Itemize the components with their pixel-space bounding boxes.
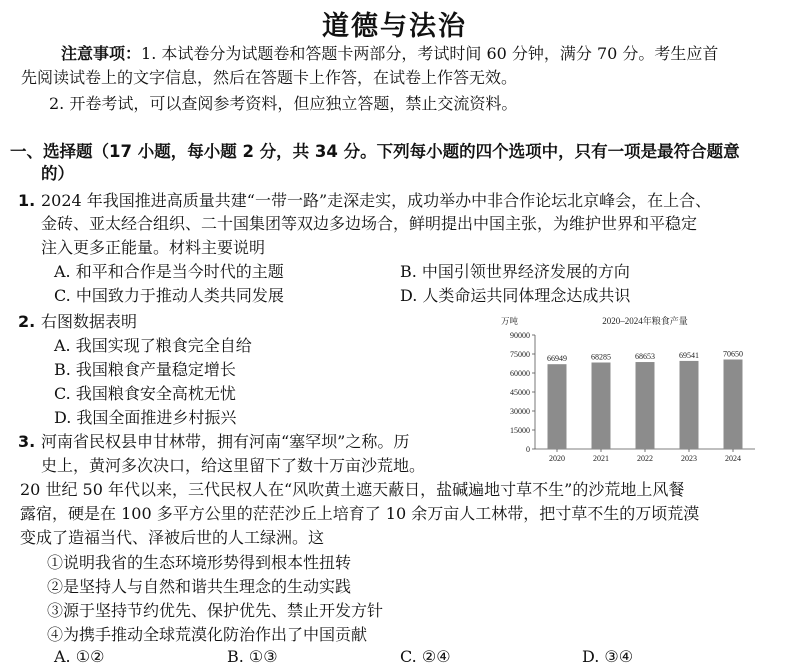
chart-xtick-label-2023: 2023 <box>681 454 697 463</box>
section-heading: 一、选择题（17 小题，每小题 2 分，共 34 分。下列每小题的四个选项中，只有一项是最符合题意 <box>10 142 740 161</box>
q3-stem-line3: 20 世纪 50 年代以来，三代民权人在“风吹黄土遮天蔽日，盐碱遍地寸草不生”的沙荒地上风餐 <box>20 480 685 499</box>
q3-stem-line2: 史上，黄河多次决口，给这里留下了数十万亩沙荒地。 <box>41 456 426 475</box>
q3-option-b[interactable]: B. ①③ <box>227 647 278 666</box>
chart-ytick-label: 75000 <box>510 350 530 359</box>
chart-value-label-2020: 66949 <box>547 354 567 364</box>
chart-value-label-2023: 69541 <box>679 350 699 360</box>
section-heading-cont: 的） <box>41 164 74 183</box>
chart-xtick-label-2022: 2022 <box>637 454 653 463</box>
chart-ytick-label: 60000 <box>510 369 530 378</box>
q1-number: 1. <box>18 191 36 210</box>
q2-option-a[interactable]: A. 我国实现了粮食完全自给 <box>54 336 252 355</box>
q3-number: 3. <box>18 432 36 451</box>
chart-ytick-label: 90000 <box>510 331 530 340</box>
q1-stem-line1: 2024 年我国推进高质量共建“一带一路”走深走实，成功举办中非合作论坛北京峰会，在上合、 <box>41 191 712 210</box>
q1-stem-line2: 金砖、亚太经合组织、二十国集团等双边多边场合，鲜明提出中国主张，为维护世界和平稳定 <box>41 214 698 233</box>
q1-stem-line3: 注入更多正能量。材料主要说明 <box>41 238 266 257</box>
q3-stem-line5: 变成了造福当代、泽被后世的人工绿洲。这 <box>20 528 325 547</box>
chart-bar-2020 <box>548 364 567 449</box>
chart-bar-2024 <box>724 360 743 449</box>
chart-ylabel: 万吨 <box>501 316 519 326</box>
q3-statement-1: ①说明我省的生态环境形势得到根本性扭转 <box>47 553 352 572</box>
q3-statement-2: ②是坚持人与自然和谐共生理念的生动实践 <box>47 577 352 596</box>
chart-xtick-label-2021: 2021 <box>593 454 609 463</box>
notice-label: 注意事项： <box>61 44 142 63</box>
chart-value-label-2022: 68653 <box>635 352 655 362</box>
chart-ytick-label: 0 <box>526 445 530 454</box>
chart-value-label-2021: 68285 <box>591 352 611 362</box>
chart-bar-2022 <box>636 362 655 449</box>
q2-number: 2. <box>18 312 36 331</box>
chart-value-label-2024: 70650 <box>723 349 743 359</box>
q3-option-a[interactable]: A. ①② <box>54 647 105 666</box>
q3-option-c[interactable]: C. ②④ <box>400 647 451 666</box>
q3-statement-3: ③源于坚持节约优先、保护优先、禁止开发方针 <box>47 601 384 620</box>
notice-item2: 2. 开卷考试，可以查阅参考资料，但应独立答题，禁止交流资料。 <box>49 94 518 113</box>
chart-ytick-label: 15000 <box>510 426 530 435</box>
notice-item1-line1: 注意事项：1. 本试卷分为试题卷和答题卡两部分，考试时间 60 分钟，满分 70 分。考生应首 <box>61 44 719 63</box>
chart-bar-2021 <box>592 363 611 449</box>
q3-stem-line4: 露宿，硬是在 100 多平方公里的茫茫沙丘上培育了 10 余万亩人工林带，把寸草不生的万顷荒漠 <box>20 504 700 523</box>
q2-option-b[interactable]: B. 我国粮食产量稳定增长 <box>54 360 236 379</box>
q1-option-a[interactable]: A. 和平和合作是当今时代的主题 <box>54 262 284 281</box>
q2-stem: 右图数据表明 <box>41 312 138 331</box>
q3-option-d[interactable]: D. ③④ <box>582 647 634 666</box>
chart-title: 2020–2024年粮食产量 <box>602 316 688 326</box>
q1-option-b[interactable]: B. 中国引领世界经济发展的方向 <box>400 262 630 281</box>
q1-option-c[interactable]: C. 中国致力于推动人类共同发展 <box>54 286 284 305</box>
q2-option-c[interactable]: C. 我国粮食安全高枕无忧 <box>54 384 236 403</box>
chart-ytick-label: 30000 <box>510 407 530 416</box>
q3-stem-line1: 河南省民权县申甘林带，拥有河南“塞罕坝”之称。历 <box>41 432 410 451</box>
q3-statement-4: ④为携手推动全球荒漠化防治作出了中国贡献 <box>47 625 368 644</box>
q2-option-d[interactable]: D. 我国全面推进乡村振兴 <box>54 408 237 427</box>
chart-xtick-label-2020: 2020 <box>549 454 565 463</box>
chart-xtick-label-2024: 2024 <box>725 454 741 463</box>
grain-output-chart <box>493 313 765 471</box>
notice-item1-line2: 先阅读试卷上的文字信息，然后在答题卡上作答，在试卷上作答无效。 <box>21 68 518 87</box>
chart-bar-2023 <box>680 361 699 449</box>
page-title: 道德与法治 <box>322 11 467 42</box>
q1-option-d[interactable]: D. 人类命运共同体理念达成共识 <box>400 286 631 305</box>
chart-ytick-label: 45000 <box>510 388 530 397</box>
